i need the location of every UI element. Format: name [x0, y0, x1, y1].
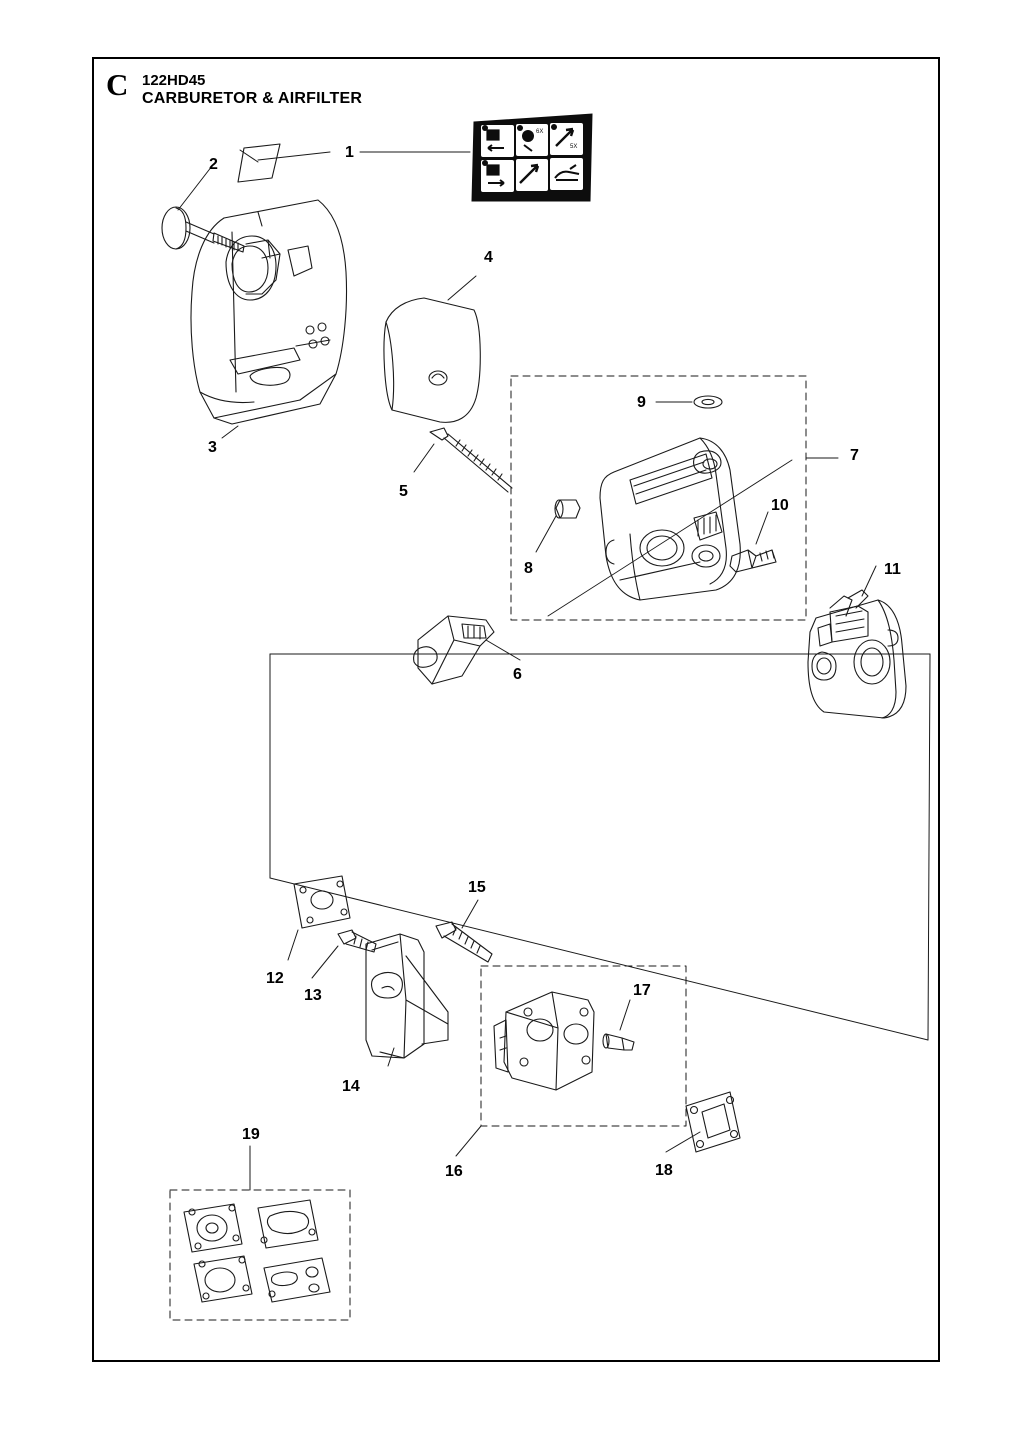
- callout-16: 16: [445, 1163, 463, 1180]
- diagram-border: [92, 57, 940, 1362]
- callout-13: 13: [304, 987, 322, 1004]
- svg-text:5X: 5X: [570, 144, 578, 150]
- callout-12: 12: [266, 970, 284, 987]
- callout-3: 3: [208, 439, 217, 456]
- callout-2: 2: [209, 156, 218, 173]
- page-title: CARBURETOR & AIRFILTER: [142, 90, 363, 107]
- callout-17: 17: [633, 982, 651, 999]
- callout-1: 1: [345, 144, 354, 161]
- callout-18: 18: [655, 1162, 673, 1179]
- model-number: 122HD45: [142, 72, 206, 89]
- section-letter: C: [106, 67, 129, 102]
- callout-15: 15: [468, 879, 486, 896]
- callout-6: 6: [513, 666, 522, 683]
- callout-19: 19: [242, 1126, 260, 1143]
- callout-8: 8: [524, 560, 533, 577]
- warning-decal: [470, 112, 594, 203]
- callout-5: 5: [399, 483, 408, 500]
- callout-14: 14: [342, 1078, 360, 1095]
- callout-9: 9: [637, 394, 646, 411]
- callout-7: 7: [850, 447, 859, 464]
- svg-text:6X: 6X: [536, 129, 544, 135]
- callout-10: 10: [771, 497, 789, 514]
- callout-4: 4: [484, 249, 493, 266]
- callout-11: 11: [884, 561, 901, 578]
